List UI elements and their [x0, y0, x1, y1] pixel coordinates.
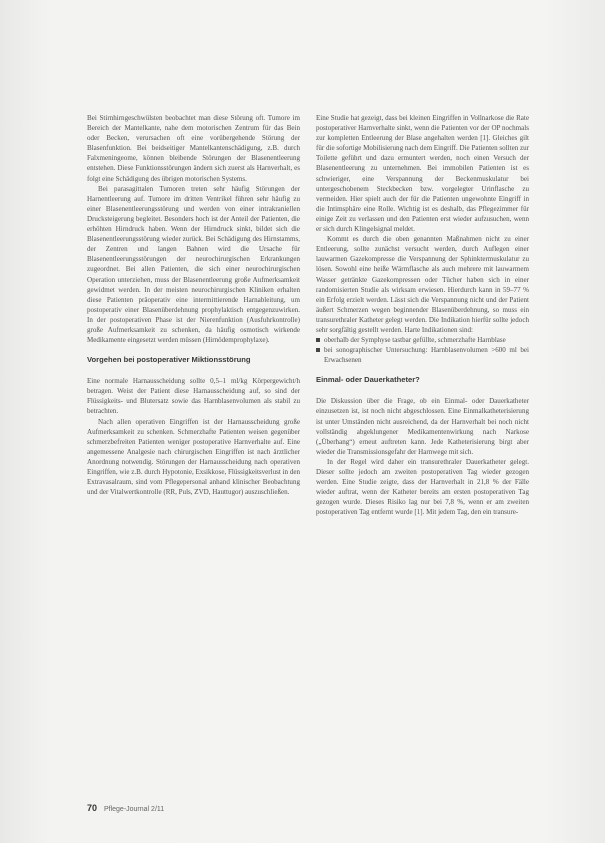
journal-name: Pflege-Journal 2/11	[103, 806, 165, 813]
list-item: bei sonographischer Untersuchung: Harnblasenvolumen >600 ml bei Erwachsenen	[316, 345, 529, 365]
indication-list	[316, 335, 529, 365]
left-paragraph-1: Bei Stirnhirngeschwülsten beobachtet man diese Störung oft. Tumore im Bereich der Mantelkante, nahe dem motorischen Zentrum für das Bein oder Becken, verursachen oft eine vorübergehende Störung der Blasenfunktion. Bei beidseitiger Mantelkantenschädigung, z.B. durch Falxmeningeome, können bleibende Störungen der Blasenentleerung entstehen. Diese Funktionsstörungen ändern sich zuerst als Harnverhalt, es folgt eine Schädigung des übrigen motorischen Systems.	[87, 114, 300, 183]
left-paragraph-4: Nach allen operativen Eingriffen ist der Harnausscheidung große Aufmerksamkeit zu schenken. Schmerzhafte Patienten weisen gegenüber schmerzbefreiten Patienten weniger postoperative Harnverhalte auf. Eine angemessene Analgesie nach chirurgischen Eingriffen ist nach ärztlicher Anordnung notwendig. Störungen der Harnausscheidung nach operativen Eingriffen, wie z.B. durch Hypotonie, Exsikkose, Flüssigkeitsverlust in den Extravasalraum, sind vom Pflegepersonal anhand klinischer Beobachtung und der Vitalwertkontrolle (RR, Puls, ZVD, Hauttugor) auszuschließen.	[87, 417, 301, 497]
left-paragraph-2: Bei parasagittalen Tumoren treten sehr häufig Störungen der Harnentleerung auf. Tumore im dritten Ventrikel führen sehr häufig zu einer Blasenentleerungsstörung und werden von einer intrakraniellen Drucksteigerung begleitet. Besonders hoch ist der Anteil der Patienten, die erhöhten Hirndruck haben. Wenn der Hirndruck sinkt, bildet sich die Blasenentleerungsstörung wieder zurück. Bei Schädigung des Hirnstamms, der Zentren und langen Bahnen wird die Ursache für Blasenentleerungsstörungen der neurochirurgischen Erkrankungen zugeordnet. Bei allen Patienten, die sich einer neurochirurgischen Operation unterziehen, muss der Blasenentleerung große Aufmerksamkeit gewidmet werden. In der meisten neurochirurgischen Kliniken erhalten diese Patienten präoperativ eine intermittierende Harnableitung, um postoperativ einer Blasenüberdehnung prophylaktisch entgegenzuwirken. In der postoperativen Phase ist der Nierenfunktion (Ausfuhrkontrolle) große Aufmerksamkeit zu schenken, da häufig osmotisch wirkende Medikamente eingesetzt werden müssen (Hirnödemprophylaxe).	[87, 184, 300, 345]
right-paragraph-4: In der Regel wird daher ein transurethraler Dauerkatheter gelegt. Dieser sollte jedoch am zweiten postoperativen Tag wieder gezogen werden. Eine Studie zeigte, dass der Harnverhalt in 21,8 % der Fälle wieder auftrat, wenn der Katheter bereits am ersten postoperativen Tag gezogen wurde. Dieses Risiko lag nur bei 7,8 %, wenn er am zweiten postoperativen Tag entfernt wurde [1]. Mit jedem Tag, den ein transure-	[316, 457, 529, 517]
right-paragraph-2: Kommt es durch die oben genannten Maßnahmen nicht zu einer Entleerung, sollte zunächst versucht werden, durch Auflegen einer lauwarmen Gazekompresse die Verspannung der Sphinktermuskulatur zu lösen. Sowohl eine heiße Wärmflasche als auch mehrere mit lauwarmem Wasser getränkte Gazekompressen oder Tücher haben sich in einer randomisierten Studie als wirksam erwiesen. Hierdurch kann in 59–77 % ein Erfolg erzielt werden. Lässt sich die Verspannung nicht und der Patient äußert Schmerzen wegen beginnender Blasenüberdehnung, so muss ein transurethraler Katheter gelegt werden. Die Indikation hierfür sollte jedoch sehr sorgfältig gestellt werden. Harte Indikationen sind:	[316, 235, 529, 334]
right-paragraph-3: Die Diskussion über die Frage, ob ein Einmal- oder Dauerkatheter einzusetzen ist, ist noch nicht abgeschlossen. Eine Einmalkatheterisierung ist unter Umständen nicht ausreichend, da der Harnverhalt bei noch nicht vollständig abgeklungener Medikamentenwirkung nach Narkose („Überhang“) erneut auftreten kann. Jede Katheterisierung birgt aber wieder die Transmissionsgefahr der Harnwege mit sich.	[316, 397, 529, 456]
left-column	[87, 113, 300, 497]
page-number: 70	[87, 803, 98, 813]
right-paragraph-1: Eine Studie hat gezeigt, dass bei kleinen Eingriffen in Vollnarkose die Rate postoperativer Harnverhalte sinkt, wenn die Patienten vor der OP nochmals zur kompletten Entleerung der Blase angehalten werden [1]. Gleiches gilt für die sofortige Mobilisierung nach dem Eingriff. Die Patienten sollten zur Toilette geführt und dazu ermuntert werden, noch einen Versuch der Blasenentleerung zu unternehmen. Bei immobilen Patienten ist es schwieriger, eine Verspannung der Beckenmuskulatur bei untergeschobenem Steckbecken bzw. vorgelegter Urinflasche zu vermeiden. Hier spielt auch der für die Patienten ungewohnte Eingriff in die Intimsphäre eine Rolle. Wichtig ist es deshalb, das Pflegezimmer für einige Zeit zu verlassen und den Patienten erst wieder aufzusuchen, wenn er sich durch Klingelsignal meldet.	[316, 114, 529, 234]
page-footer	[87, 803, 164, 813]
left-paragraph-3: Eine normale Harnausscheidung sollte 0,5–1 ml/kg Körpergewicht/h betragen. Weist der Patient diese Harnausscheidung auf, so sind der Flüssigkeits- und Blutersatz sowie das Harnblasenvolumen als stabil zu betrachten.	[87, 377, 300, 416]
section-heading-katheter: Einmal- oder Dauerkatheter?	[316, 375, 420, 385]
section-heading-miktion: Vorgehen bei postoperativer Miktionsstörung	[87, 355, 251, 365]
list-item: oberhalb der Symphyse tastbar gefüllte, schmerzhafte Harnblase	[316, 335, 529, 345]
right-column	[316, 113, 529, 517]
